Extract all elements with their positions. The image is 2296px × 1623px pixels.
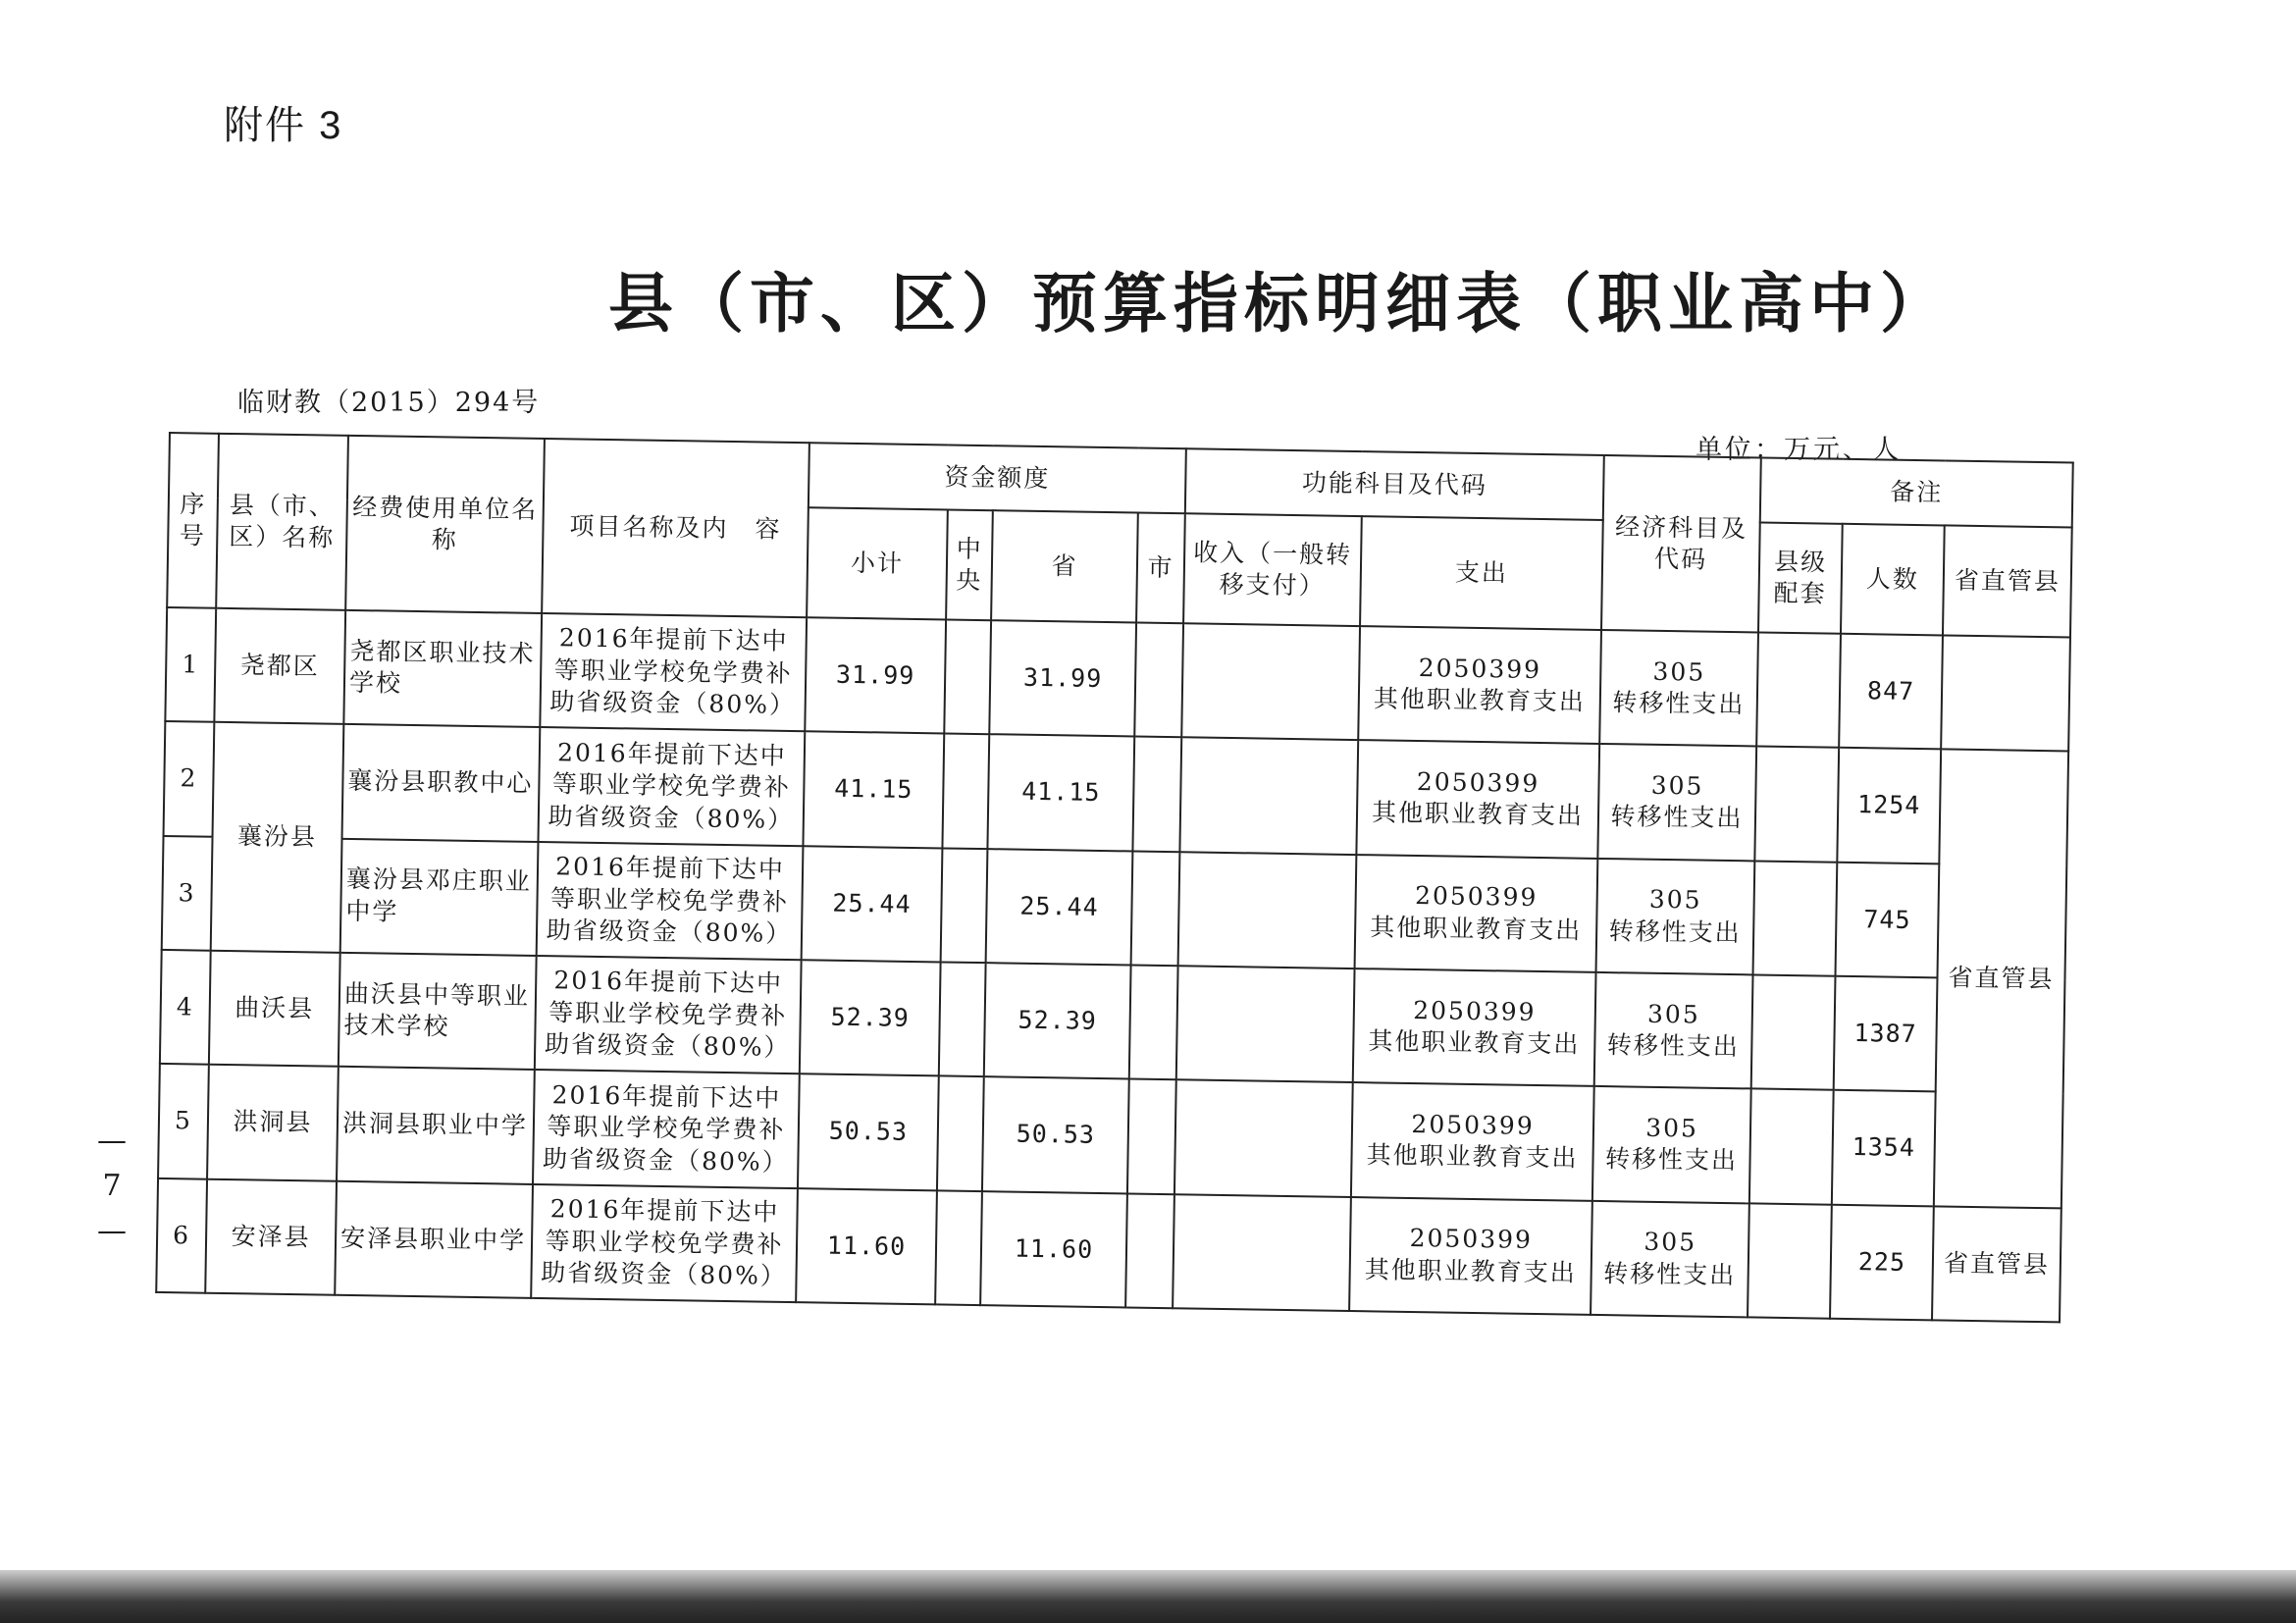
cell-county-match: [1756, 632, 1841, 748]
cell-project: 2016年提前下达中等职业学校免学费补助省级资金（80%）: [531, 1184, 798, 1303]
cell-central: [935, 1190, 982, 1305]
header-county-match: 县级配套: [1758, 522, 1843, 633]
cell-income: [1173, 1194, 1351, 1311]
cell-subtotal: 41.15: [803, 732, 944, 849]
economic-code: 305: [1648, 885, 1702, 915]
cell-expenditure: [1358, 626, 1601, 744]
cell-people: 847: [1839, 634, 1943, 750]
expenditure-code: 2050399: [1418, 653, 1542, 684]
economic-code: 305: [1644, 1228, 1697, 1257]
cell-seq: 2: [164, 721, 215, 836]
cell-central: [944, 619, 991, 734]
header-direct-county: 省直管县: [1943, 525, 2072, 637]
cell-county: 曲沃县: [209, 951, 340, 1067]
cell-economic: [1597, 744, 1756, 861]
expenditure-name: 其他职业教育支出: [1368, 1026, 1581, 1059]
header-seq: 序号: [167, 433, 219, 608]
cell-project: 2016年提前下达中等职业学校免学费补助省级资金（80%）: [533, 1070, 800, 1188]
economic-name: 转移性支出: [1612, 688, 1746, 719]
cell-province: 52.39: [984, 963, 1131, 1079]
cell-subtotal: 50.53: [798, 1073, 939, 1190]
economic-name: 转移性支出: [1610, 802, 1744, 833]
header-economic-code: 经济科目及代码: [1601, 455, 1761, 632]
cell-county-match: [1748, 1203, 1832, 1319]
cell-central: [937, 1076, 984, 1191]
cell-province: 41.15: [987, 735, 1134, 852]
expenditure-name: 其他职业教育支出: [1373, 684, 1587, 716]
cell-unit: 洪洞县职业中学: [337, 1067, 535, 1183]
cell-project: 2016年提前下达中等职业学校免学费补助省级资金（80%）: [538, 727, 805, 846]
cell-unit: 襄汾县职教中心: [342, 724, 541, 841]
cell-central: [939, 962, 986, 1076]
cell-subtotal: 52.39: [800, 960, 941, 1076]
cell-central: [941, 848, 988, 963]
expenditure-code: 2050399: [1409, 1224, 1534, 1255]
header-unit-name: 经费使用单位名 称: [345, 436, 545, 613]
cell-expenditure: [1353, 969, 1596, 1086]
cell-unit: 尧都区职业技术学校: [343, 610, 542, 727]
cell-province: 50.53: [982, 1076, 1129, 1193]
cell-income: [1181, 623, 1360, 740]
expenditure-code: 2050399: [1416, 767, 1540, 798]
budget-table: [155, 432, 2074, 1323]
cell-economic: [1596, 859, 1755, 975]
economic-code: 305: [1644, 1113, 1699, 1143]
cell-county: 襄汾县: [211, 722, 344, 953]
header-remarks: 备注: [1760, 457, 2073, 527]
cell-project: 2016年提前下达中等职业学校免学费补助省级资金（80%）: [537, 842, 804, 961]
cell-expenditure: [1349, 1197, 1592, 1315]
cell-county-match: [1751, 974, 1836, 1090]
expenditure-name: 其他职业教育支出: [1366, 1140, 1579, 1174]
cell-seq: 3: [162, 836, 213, 951]
economic-code: 305: [1650, 770, 1704, 801]
cell-seq: 5: [158, 1064, 209, 1178]
header-function-code: 功能科目及代码: [1185, 448, 1604, 520]
cell-city: [1129, 965, 1178, 1079]
economic-code: 305: [1652, 656, 1706, 687]
header-people: 人数: [1841, 524, 1945, 636]
cell-city: [1125, 1193, 1174, 1308]
cell-income: [1178, 852, 1357, 969]
cell-subtotal: 25.44: [802, 846, 943, 963]
economic-name: 转移性支出: [1606, 1030, 1741, 1062]
header-subtotal: 小计: [807, 507, 948, 619]
page-number-value: 7: [102, 1169, 122, 1203]
scan-edge-shadow: [0, 1570, 2296, 1623]
expenditure-code: 2050399: [1413, 995, 1537, 1026]
economic-name: 转移性支出: [1608, 916, 1742, 948]
cell-people: 1254: [1837, 748, 1941, 864]
cell-city: [1127, 1079, 1176, 1194]
cell-people: 1387: [1834, 976, 1938, 1092]
cell-unit: 安泽县职业中学: [335, 1180, 533, 1297]
cell-expenditure: [1356, 740, 1599, 858]
header-income: 收入（一般转移支付）: [1183, 513, 1362, 626]
cell-expenditure: [1355, 855, 1598, 972]
cell-unit: 襄汾县邓庄职业中学: [340, 838, 539, 955]
header-central: 中央: [946, 509, 993, 620]
economic-name: 转移性支出: [1603, 1258, 1737, 1290]
cell-seq: 6: [156, 1178, 207, 1293]
economic-code: 305: [1646, 999, 1700, 1029]
cell-province: 31.99: [989, 620, 1136, 737]
cell-economic: [1599, 630, 1758, 747]
cell-income: [1179, 738, 1358, 855]
page-number: [92, 1119, 131, 1254]
cell-subtotal: 31.99: [805, 617, 946, 734]
cell-people: 225: [1830, 1204, 1934, 1320]
cell-direct: 省直管县: [1934, 750, 2068, 1208]
economic-name: 转移性支出: [1604, 1144, 1739, 1176]
page-number-dash-bottom: —: [97, 1214, 127, 1248]
header-funds: 资金额度: [809, 443, 1186, 513]
cell-direct: 省直管县: [1932, 1206, 2061, 1322]
cell-income: [1174, 1080, 1353, 1197]
page-title: 县（市、区）预算指标明细表（职业高中）: [608, 265, 1951, 341]
header-province: 省: [991, 510, 1138, 622]
page-number-dash-top: —: [97, 1124, 127, 1158]
document-number: 临财教（2015）294号: [237, 388, 541, 418]
cell-city: [1134, 623, 1183, 738]
attachment-label: 附件 3: [224, 104, 343, 147]
cell-economic: [1592, 1086, 1751, 1203]
header-project: 项目名称及内 容: [542, 439, 809, 617]
expenditure-name: 其他职业教育支出: [1370, 913, 1583, 945]
cell-city: [1132, 737, 1181, 852]
cell-income: [1176, 966, 1355, 1082]
cell-county-match: [1749, 1089, 1834, 1205]
header-expenditure: 支出: [1360, 516, 1603, 630]
cell-county: 尧都区: [214, 608, 345, 724]
cell-city: [1131, 851, 1180, 966]
cell-county-match: [1754, 747, 1839, 863]
unit-label: 单位：万元、人: [1696, 435, 1902, 465]
cell-unit: 曲沃县中等职业技术学校: [339, 953, 537, 1070]
cell-economic: [1591, 1201, 1749, 1318]
header-county: 县（市、区）名称: [216, 434, 348, 610]
expenditure-name: 其他职业教育支出: [1371, 798, 1585, 831]
cell-county-match: [1753, 861, 1838, 976]
cell-economic: [1594, 972, 1753, 1089]
cell-seq: 1: [165, 607, 216, 722]
cell-county: 洪洞县: [207, 1065, 339, 1180]
header-city: 市: [1136, 513, 1185, 624]
cell-people: 745: [1836, 862, 1940, 977]
cell-province: 11.60: [980, 1191, 1127, 1308]
cell-expenditure: [1351, 1082, 1594, 1200]
cell-direct: [1941, 635, 2070, 751]
cell-seq: 4: [160, 950, 211, 1065]
cell-central: [942, 734, 989, 849]
cell-subtotal: 11.60: [796, 1188, 937, 1305]
expenditure-code: 2050399: [1411, 1109, 1535, 1140]
expenditure-code: 2050399: [1414, 881, 1539, 913]
cell-county: 安泽县: [205, 1178, 337, 1294]
cell-project: 2016年提前下达中等职业学校免学费补助省级资金（80%）: [540, 613, 807, 732]
expenditure-name: 其他职业教育支出: [1364, 1255, 1577, 1287]
cell-province: 25.44: [986, 849, 1133, 966]
cell-project: 2016年提前下达中等职业学校免学费补助省级资金（80%）: [535, 956, 802, 1074]
cell-people: 1354: [1832, 1090, 1936, 1206]
